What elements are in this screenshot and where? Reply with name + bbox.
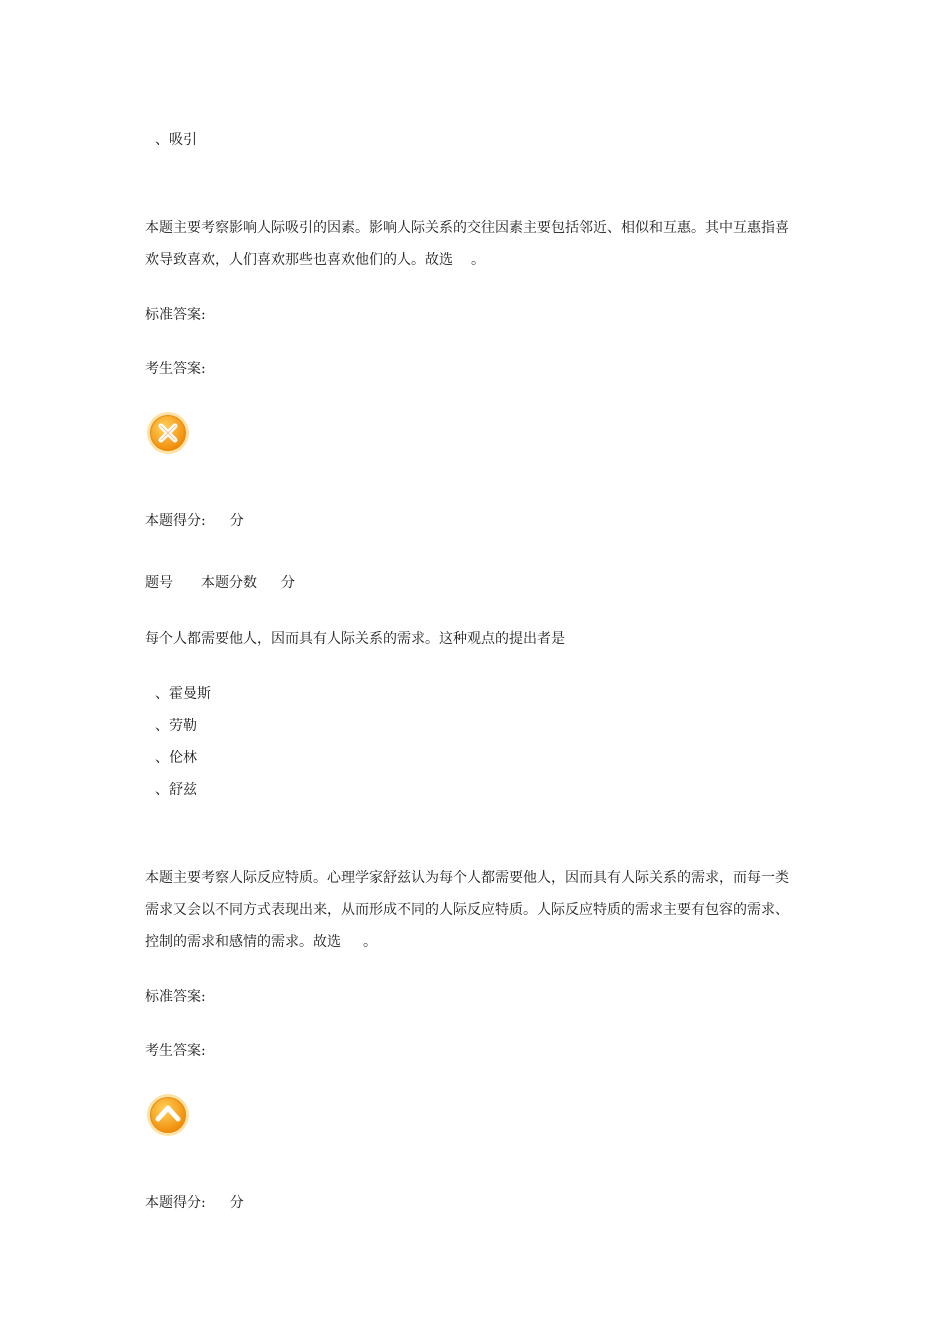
standard-answer-label-2: 标准答案: [145, 989, 206, 1005]
explanation-line-1: 本题主要考察影响人际吸引的因素。影响人际关系的交往因素主要包括邻近、相似和互惠。其中互惠指喜 [145, 220, 789, 236]
wrong-x-icon [146, 411, 190, 455]
explanation2-line-3: 控制的需求和感情的需求。故选 。 [145, 934, 377, 950]
option-a: 、霍曼斯 [155, 686, 211, 702]
correct-check-icon [146, 1093, 190, 1137]
option-attraction: 、吸引 [155, 132, 197, 148]
question-text: 每个人都需要他人，因而具有人际关系的需求。这种观点的提出者是 [145, 631, 565, 647]
student-answer-label: 考生答案: [145, 361, 206, 377]
student-answer-label-2: 考生答案: [145, 1043, 206, 1059]
explanation-line-2: 欢导致喜欢，人们喜欢那些也喜欢他们的人。故选 。 [145, 252, 485, 268]
explanation2-line-1: 本题主要考察人际反应特质。心理学家舒兹认为每个人都需要他人，因而具有人际关系的需求，而每一类 [145, 870, 789, 886]
score-line: 本题得分: 分 [145, 513, 244, 529]
option-b: 、劳勒 [155, 718, 197, 734]
score-line-2: 本题得分: 分 [145, 1195, 244, 1211]
standard-answer-label: 标准答案: [145, 307, 206, 323]
option-c: 、伦林 [155, 750, 197, 766]
explanation2-line-2: 需求又会以不同方式表现出来，从而形成不同的人际反应特质。人际反应特质的需求主要有包容的需求、 [145, 902, 789, 918]
option-d: 、舒兹 [155, 782, 197, 798]
question-header: 题号 本题分数 分 [145, 575, 295, 591]
